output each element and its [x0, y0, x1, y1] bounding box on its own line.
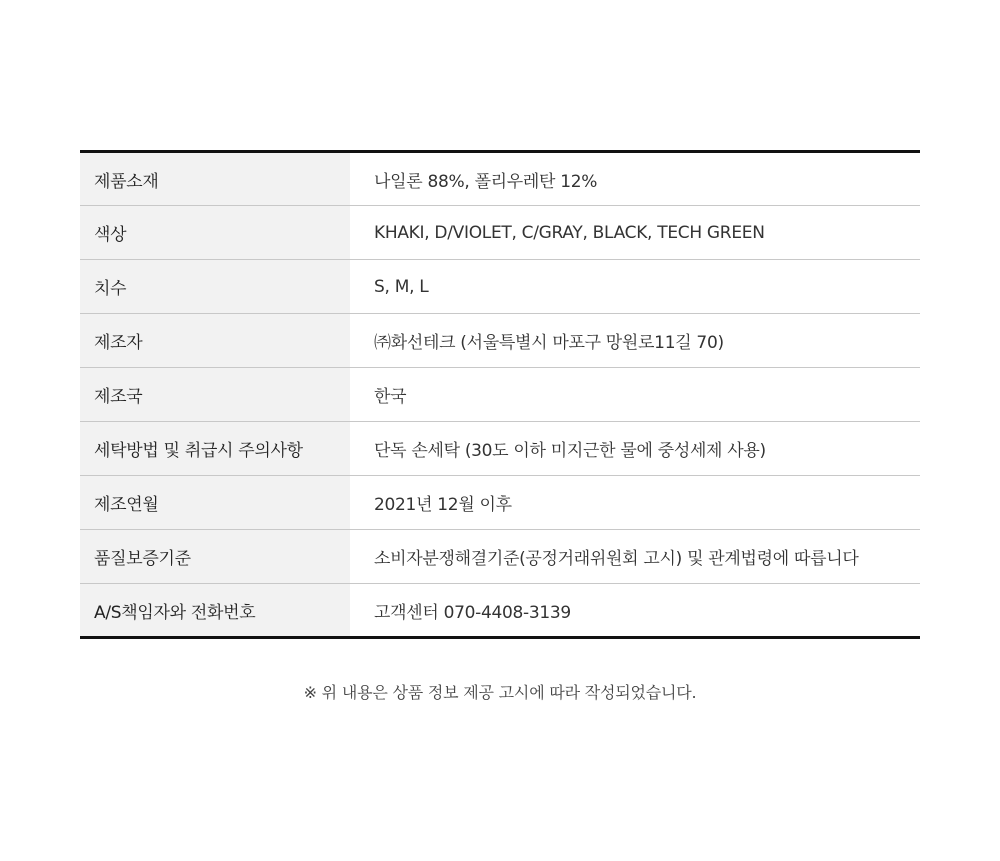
- row-label-date: 제조연월: [80, 476, 350, 530]
- table-row: [80, 314, 920, 368]
- table-row: [80, 476, 920, 530]
- table-row: [80, 152, 920, 206]
- product-info-table: [80, 150, 920, 639]
- row-value-country: 한국: [374, 387, 407, 407]
- row-label-warranty: 품질보증기준: [80, 530, 350, 584]
- row-value-manufacturer: ㈜화선테크 (서울특별시 마포구 망원로11길 70): [374, 333, 724, 353]
- row-label-color: 색상: [80, 206, 350, 260]
- row-label-care: 세탁방법 및 취급시 주의사항: [80, 422, 350, 476]
- row-label-as-contact: A/S책임자와 전화번호: [80, 584, 350, 638]
- row-value-material: 나일론 88%, 폴리우레탄 12%: [374, 171, 598, 192]
- row-label-size: 치수: [80, 260, 350, 314]
- row-label-material: 제품소재: [80, 152, 350, 206]
- row-value-warranty: 소비자분쟁해결기준(공정거래위원회 고시) 및 관계법령에 따릅니다: [374, 549, 859, 569]
- row-label-country: 제조국: [80, 368, 350, 422]
- row-value-size: S, M, L: [374, 276, 429, 297]
- row-value-color: KHAKI, D/VIOLET, C/GRAY, BLACK, TECH GREEN: [374, 222, 765, 243]
- row-value-care: 단독 손세탁 (30도 이하 미지근한 물에 중성세제 사용): [374, 441, 766, 461]
- table-row: [80, 206, 920, 260]
- table-row: [80, 584, 920, 638]
- footnote: ※ 위 내용은 상품 정보 제공 고시에 따라 작성되었습니다.: [303, 683, 697, 702]
- table-row: [80, 530, 920, 584]
- table-row: [80, 368, 920, 422]
- row-label-manufacturer: 제조자: [80, 314, 350, 368]
- table-row: [80, 422, 920, 476]
- row-value-as-contact: 고객센터 070-4408-3139: [374, 602, 571, 623]
- table-row: [80, 260, 920, 314]
- row-value-date: 2021년 12월 이후: [374, 495, 512, 515]
